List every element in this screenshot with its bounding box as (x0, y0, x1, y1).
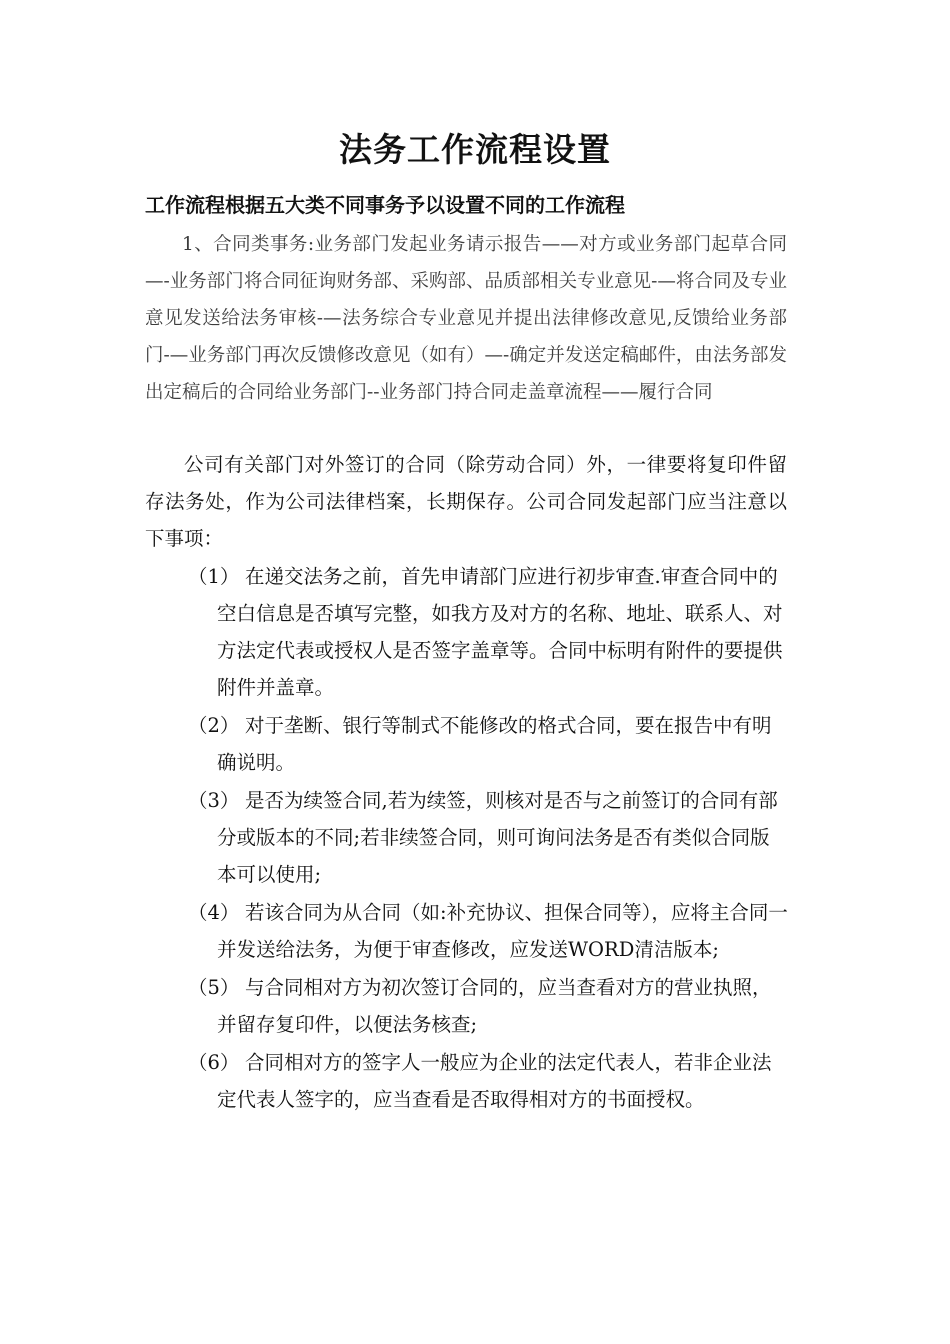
list-item-text: 若该合同为从合同（如:补充协议、担保合同等），应将主合同一并发送给法务，为便于审查修改，应发送WORD清洁版本; (217, 901, 788, 961)
list-item (188, 969, 788, 1043)
list-item-number: （6） (188, 1051, 240, 1074)
document-title: 法务工作流程设置 (339, 130, 611, 169)
list-item-number: （5） (188, 976, 240, 999)
list-item-number: （4） (188, 901, 240, 924)
document-subtitle: 工作流程根据五大类不同事务予以设置不同的工作流程 (145, 193, 625, 217)
list-item-number: （1） (188, 565, 240, 588)
list-item (188, 782, 788, 893)
list-item-text: 对于垄断、银行等制式不能修改的格式合同，要在报告中有明确说明。 (217, 714, 772, 774)
list-item-text: 是否为续签合同,若为续签，则核对是否与之前签订的合同有部分或版本的不同;若非续签合同，则可询问法务是否有类似合同版本可以使用; (217, 789, 778, 886)
notice-list (188, 558, 788, 1119)
list-item (188, 894, 788, 968)
list-item-text: 在递交法务之前，首先申请部门应进行初步审查.审查合同中的空白信息是否填写完整，如我方及对方的名称、地址、联系人、对方法定代表或授权人是否签字盖章等。合同中标明有附件的要提供附件并盖章。 (217, 565, 783, 699)
list-item-number: （2） (188, 714, 240, 737)
list-item (188, 1044, 788, 1118)
list-item (188, 707, 788, 781)
contract-process-paragraph: 1、合同类事务:业务部门发起业务请示报告——对方或业务部门起草合同—-业务部门将合同征询财务部、采购部、品质部相关专业意见-—将合同及专业意见发送给法务审核-—法务综合专业意见并提出法律修改意见,反馈给业务部门-—业务部门再次反馈修改意见（如有）—-确定并发送定稿邮件，由法务部发出定稿后的合同给业务部门--业务部门持合同走盖章流程——履行合同 (145, 234, 787, 403)
list-item-text: 合同相对方的签字人一般应为企业的法定代表人，若非企业法定代表人签字的，应当查看是否取得相对方的书面授权。 (217, 1051, 772, 1111)
archive-paragraph: 公司有关部门对外签订的合同（除劳动合同）外，一律要将复印件留存法务处，作为公司法律档案，长期保存。公司合同发起部门应当注意以下事项： (145, 453, 787, 550)
list-item-number: （3） (188, 789, 240, 812)
list-item-text: 与合同相对方为初次签订合同的，应当查看对方的营业执照，并留存复印件，以便法务核查; (217, 976, 772, 1036)
list-item (188, 558, 788, 706)
